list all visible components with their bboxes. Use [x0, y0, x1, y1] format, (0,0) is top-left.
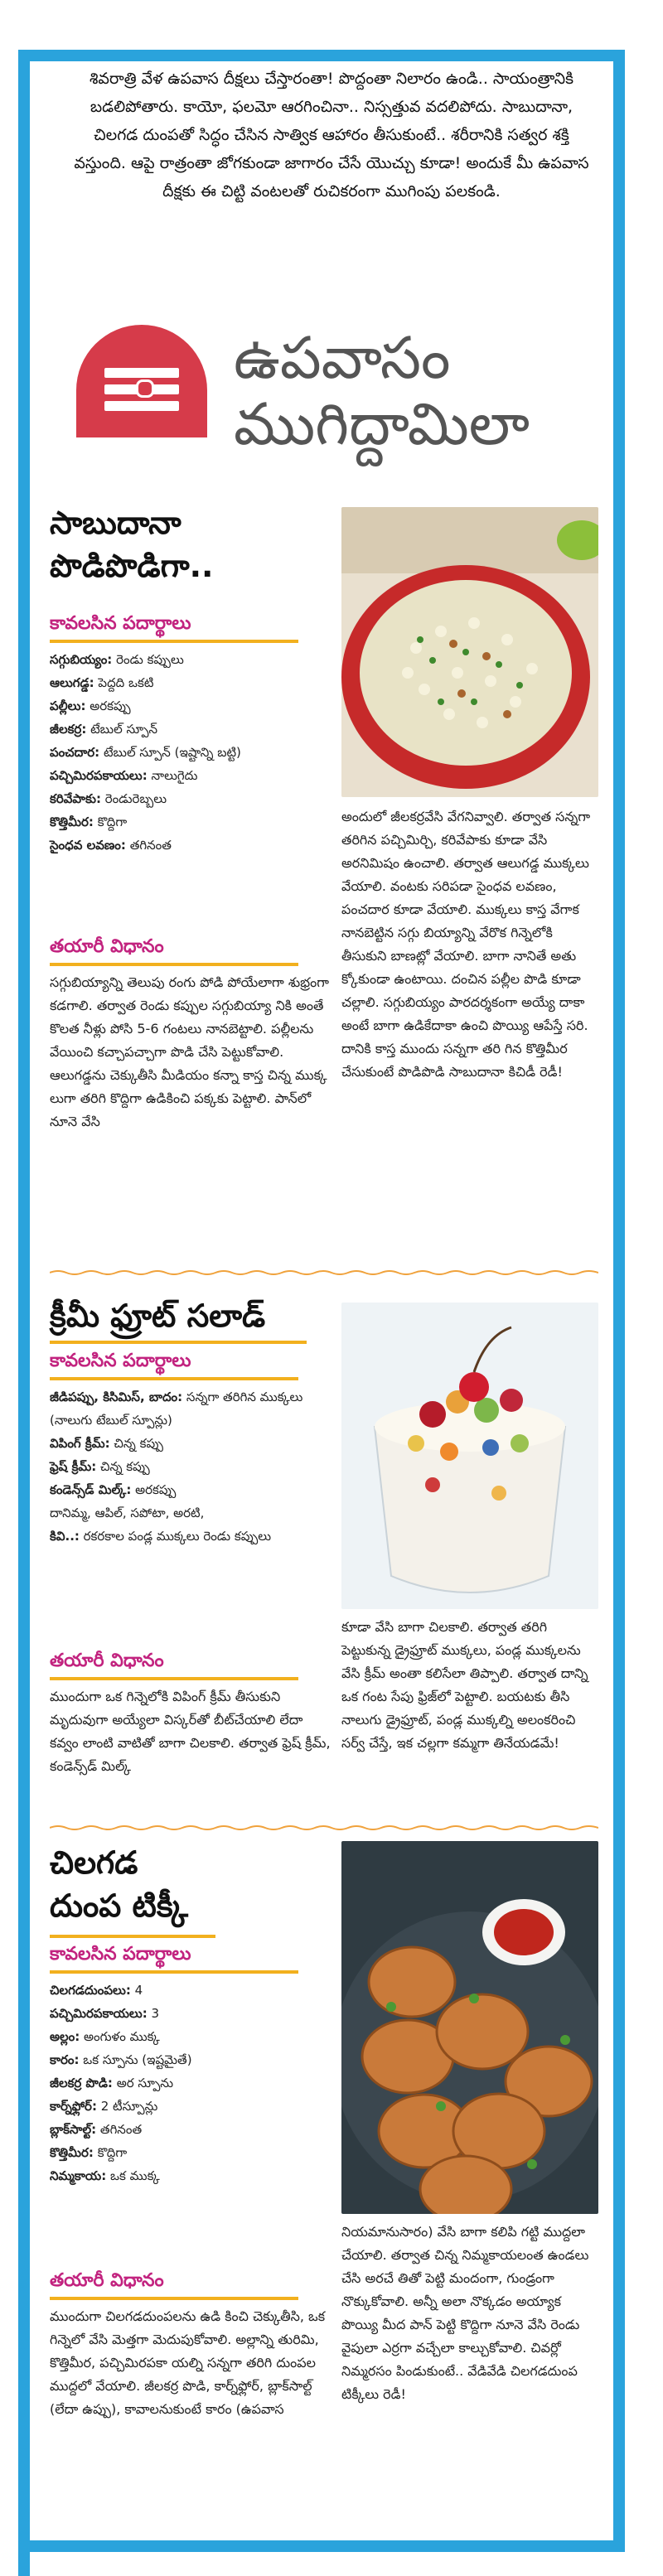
heading-underline — [50, 1677, 298, 1680]
ingredient-quantity: తగినంత — [96, 2122, 143, 2137]
ingredient-item — [50, 2071, 332, 2095]
ingredient-item — [50, 1455, 332, 1478]
prep-text-right: కూడా వేసి బాగా చిలకాలి. తర్వాత తరిగి పెట్టుకున్న డ్రైఫ్రూట్ ముక్కలు, పండ్ల ముక్కలను వేసి క్రీమ్ అంతా కలిసేలా తిప్పాలి. తర్వాత దాన్ని ఒక గంట సేపు ఫ్రిజ్‌లో పెట్టాలి. బయటకు తీసి నాలుగు డ్రైఫ్రూట్, పండ్ల ముక్కల్ని అలంకరించి సర్వ్ చేస్తే, ఇక చల్లగా కమ్మగా తినేయడమే! — [341, 1619, 588, 1751]
ingredient-quantity: దానిమ్మ, ఆపిల్, సపోటా, అరటి, — [50, 1505, 205, 1520]
ingredient-quantity: సన్నగా తరిగిన ముక్కలు (నాలుగు టేబుల్ స్పూన్లు) — [50, 1389, 303, 1428]
ingredients-heading: కావలసిన పదార్థాలు — [50, 1944, 191, 1965]
ingredients-list — [50, 1385, 332, 1548]
heading-underline — [50, 1970, 298, 1974]
prep-text-left: ముందుగా చిలగడదుంపలను ఉడి కించి చెక్కుతీసి, ఒక గిన్నెలో వేసి మెత్తగా మెదుపుకోవాలి. అల్లాన్ని తురిమి, కొత్తిమీర, పచ్చిమిరపకా యల్ని సన్నగా తరిగి దుంపల ముద్దలో వేయాలి. జీలకర్ర పొడి, కార్న్‌ఫ్లోర్, బ్లాక్‌సాల్ట్ (లేదా ఉప్పు), కావాలనుకుంటే కారం (ఉపవాస — [50, 2308, 326, 2417]
frame-bottom-bar — [18, 2540, 625, 2552]
ingredient-item — [50, 1385, 332, 1432]
ingredient-item — [50, 1525, 332, 1548]
section-divider — [50, 1269, 598, 1276]
ingredient-quantity: తగినంత — [125, 838, 172, 853]
frame-left-bar — [18, 50, 30, 2576]
ingredient-quantity: చిన్న కప్పు — [109, 1436, 164, 1451]
ingredient-quantity: రెండురెబ్బలు — [100, 791, 167, 806]
prep-text-left: ముందుగా ఒక గిన్నెలోకి విపింగ్ క్రీమ్ తీసుకుని మృదువుగా అయ్యేలా విస్కర్‌తో బీట్‌చేయాలి లేదా కవ్వం లాంటి వాటితో బాగా చిలకాలి. తర్వాత ఫ్రెష్ క్రీమ్, కండెన్స్‌డ్ మిల్క్ — [50, 1689, 331, 1774]
ingredient-name: చిలగడదుంపలు: — [50, 1983, 131, 1998]
tikki-photo — [341, 1841, 598, 2214]
ingredient-quantity: అర స్పూను — [112, 2076, 174, 2090]
ingredient-quantity: ఒక స్పూను (ఇష్టమైతే) — [79, 2052, 192, 2067]
ingredient-quantity: ఒక ముక్క — [106, 2168, 160, 2183]
recipe-title-fruit-salad: క్రీమీ ఫ్రూట్ సలాడ్ — [50, 1298, 266, 1334]
ingredient-item — [50, 2141, 332, 2164]
prep-heading: తయారీ విధానం — [50, 2270, 164, 2291]
frame-right-bar — [613, 50, 625, 2552]
ingredient-item — [50, 2095, 332, 2118]
ingredient-quantity: అరకప్పు — [131, 1482, 177, 1497]
ingredients-list — [50, 1979, 332, 2187]
ingredient-name: కార్న్‌ఫ్లోర్: — [50, 2099, 97, 2114]
ingredient-item — [50, 2164, 332, 2187]
ingredient-item — [50, 1432, 332, 1455]
ingredient-quantity: టేబుల్ స్పూన్ — [86, 722, 157, 737]
ingredient-name: పచ్చిమిరపకాయలు: — [50, 2006, 148, 2021]
ingredient-name: సగ్గుబియ్యం: — [50, 652, 113, 667]
ingredient-name: కొత్తిమీర: — [50, 2145, 94, 2160]
ingredient-name: సైంధవ లవణం: — [50, 838, 126, 853]
ingredient-quantity: 4 — [130, 1983, 143, 1998]
sabudana-khichdi-photo — [341, 507, 598, 797]
ingredient-name: కొత్తిమీర: — [50, 814, 94, 829]
ingredient-item — [50, 694, 332, 718]
fruit-salad-photo — [341, 1302, 598, 1609]
ingredient-quantity: నాలుగైదు — [147, 768, 198, 783]
ingredient-name: జీలకర్ర పొడి: — [50, 2076, 113, 2090]
recipe-title-tikki: చిలగడ దుంప టిక్కీ — [50, 1844, 189, 1924]
ingredient-item — [50, 1501, 332, 1525]
prep-text-left: సగ్గుబియ్యాన్ని తెలుపు రంగు పోడి పోయేలాగా శుభ్రంగా కడగాలి. తర్వాత రెండు కప్పుల సగ్గుబియ్యా నికి అంతే కొలత నీళ్లు పోసి 5-6 గంటలు నానబెట్టాలి. పల్లీలను వేయించి కచ్చాపచ్చాగా పొడి చేసి పెట్టుకోవాలి. ఆలుగడ్డను చెక్కుతీసి మీడియం కన్నా కాస్త చిన్న ముక్క లుగా తరిగి కొద్దిగా ఉడికించి పక్కకు పెట్టాలి. పాన్‌లో నూనె వేసి — [50, 974, 330, 1129]
prep-heading: తయారీ విధానం — [50, 1650, 164, 1671]
section-divider — [50, 1824, 598, 1831]
ingredient-quantity: 2 టీస్పూన్లు — [96, 2099, 158, 2114]
title-underline — [50, 1341, 307, 1344]
ingredient-item — [50, 741, 332, 764]
prep-text-right: అందులో జీలకర్రవేసి వేగనివ్వాలి. తర్వాత సన్నగా తరిగిన పచ్చిమిర్చి, కరివేపాకు కూడా వేసి అరనిమిషం ఉంచాలి. తర్వాత ఆలుగడ్డ ముక్కలు వేయాలి. వంటకు సరిపడా సైంధవ లవణం, పంచదార కూడా వేయాలి. ముక్కలు కాస్త వేగాక నానబెట్టిన సగ్గు బియ్యాన్ని వేరొక గిన్నెలోకి తీసుకుని బాణట్లో వేయాలి. బాగా నానితే అతు క్కోకుండా ఉంటాయి. దంచిన పల్లీల పొడి కూడా చల్లాలి. సగ్గుబియ్యం పారదర్శకంగా అయ్యే దాకా అంటే బాగా ఉడికేదాకా ఉంచి పొయ్యి ఆపేస్తే సరి. దానికి కాస్త ముందు సన్నగా తరి గిన కొత్తిమీర చేసుకుంటే పొడిపొడి సాబుదానా కిచిడీ రెడీ! — [341, 809, 591, 1080]
ingredient-name: కివి..: — [50, 1529, 80, 1544]
page-title — [234, 325, 607, 457]
ingredient-quantity: అంగుళం ముక్క — [80, 2029, 160, 2044]
ingredient-name: బ్లాక్‌సాల్ట్: — [50, 2122, 97, 2137]
ingredient-quantity: పెద్దది ఒకటి — [94, 675, 154, 690]
ingredient-item — [50, 1979, 332, 2002]
ingredient-quantity: అరకప్పు — [85, 698, 131, 713]
intro-paragraph: శివరాత్రి వేళ ఉపవాస దీక్షలు చేస్తారంతా! పొద్దంతా నిలారం ఉండి.. సాయంత్రానికి బడలిపోతారు. కాయో, ఫలమో ఆరగించినా.. నిస్సత్తువ వదలిపోదు. సాబుదానా, చిలగడ దుంపతో సిద్ధం చేసిన సాత్విక ఆహారం తీసుకుంటే.. శరీరానికి సత్వర శక్తి వస్తుంది. ఆపై రాత్రంతా జోగకుండా జాగారం చేసే యొచ్చు కూడా! అందుకే మీ ఉపవాస దీక్షకు ఈ చిట్టి వంటలతో రుచికరంగా ముగింపు పలకండి. — [74, 70, 589, 201]
ingredient-item — [50, 718, 332, 741]
recipe-title-sabudana: సాబుదానా పొడిపొడిగా.. — [50, 505, 214, 584]
ingredient-item — [50, 787, 332, 810]
ingredient-quantity: 3 — [147, 2006, 160, 2021]
ingredient-name: జీడిపప్పు, కిసిమిస్, బాదం: — [50, 1389, 183, 1404]
ingredients-heading: కావలసిన పదార్థాలు — [50, 613, 191, 634]
ingredient-item — [50, 2048, 332, 2071]
ingredient-item — [50, 648, 332, 671]
ingredient-name: కండెన్స్‌డ్ మిల్క్: — [50, 1482, 132, 1497]
prep-heading: తయారీ విధానం — [50, 936, 164, 957]
ingredient-item — [50, 2025, 332, 2048]
ingredient-item — [50, 671, 332, 694]
ingredient-quantity: కొద్దిగా — [93, 2145, 128, 2160]
prep-text-right: నియమానుసారం) వేసి బాగా కలిపి గట్టి ముద్దలా చేయాలి. తర్వాత చిన్న నిమ్మకాయలంత ఉండలు చేసి అరచే తితో పెట్టి మందంగా, గుండ్రంగా నొక్కుకోవాలి. అన్నీ అలా నొక్కడం అయ్యాక పొయ్యి మీద పాన్ పెట్టి కొద్దిగా నూనె వేసి రెండు వైపులా ఎర్రగా వచ్చేలా కాల్చుకోవాలి. చివర్లో నిమ్మరసం పిండుకుంటే.. వేడివేడి చిలగడదుంప టిక్కీలు రెడీ! — [341, 2224, 589, 2402]
ingredient-name: ఫ్రెష్ క్రీమ్: — [50, 1459, 97, 1474]
ingredient-item — [50, 810, 332, 834]
ingredient-item — [50, 764, 332, 787]
title-line-1: ఉపవాసం — [234, 324, 451, 392]
ingredient-name: కారం: — [50, 2052, 80, 2067]
ingredient-item — [50, 2118, 332, 2141]
ingredient-quantity: కొద్దిగా — [93, 814, 128, 829]
ingredient-name: పంచదార: — [50, 745, 100, 760]
ingredient-quantity: టేబుల్ స్పూన్ (ఇష్టాన్ని బట్టి) — [99, 745, 241, 760]
ingredient-name: అల్లం: — [50, 2029, 80, 2044]
ingredient-name: ఆలుగడ్డ: — [50, 675, 94, 690]
ingredient-name: కరివేపాకు: — [50, 791, 101, 806]
heading-underline — [50, 640, 298, 643]
ingredient-item — [50, 1478, 332, 1501]
ingredient-quantity: రకరకాల పండ్ల ముక్కలు రెండు కప్పులు — [79, 1529, 272, 1544]
title-underline — [50, 1935, 215, 1938]
heading-underline — [50, 2297, 298, 2300]
frame-top-bar — [18, 50, 625, 61]
title-line-2: ముగిద్దామిలా — [234, 390, 530, 458]
ingredient-quantity: రెండు కప్పులు — [112, 652, 184, 667]
heading-underline — [50, 1377, 298, 1380]
ingredient-item — [50, 2002, 332, 2025]
ingredient-quantity: చిన్న కప్పు — [96, 1459, 150, 1474]
ingredient-name: నిమ్మకాయ: — [50, 2168, 107, 2183]
ingredient-name: జీలకర్ర: — [50, 722, 87, 737]
ingredients-heading: కావలసిన పదార్థాలు — [50, 1351, 191, 1371]
ingredient-item — [50, 834, 332, 857]
heading-underline — [50, 963, 298, 966]
ingredient-name: పచ్చిమిరపకాయలు: — [50, 768, 148, 783]
ingredients-list — [50, 648, 332, 857]
ingredient-name: విపింగ్ క్రీమ్: — [50, 1436, 110, 1451]
ingredient-name: పల్లీలు: — [50, 698, 86, 713]
